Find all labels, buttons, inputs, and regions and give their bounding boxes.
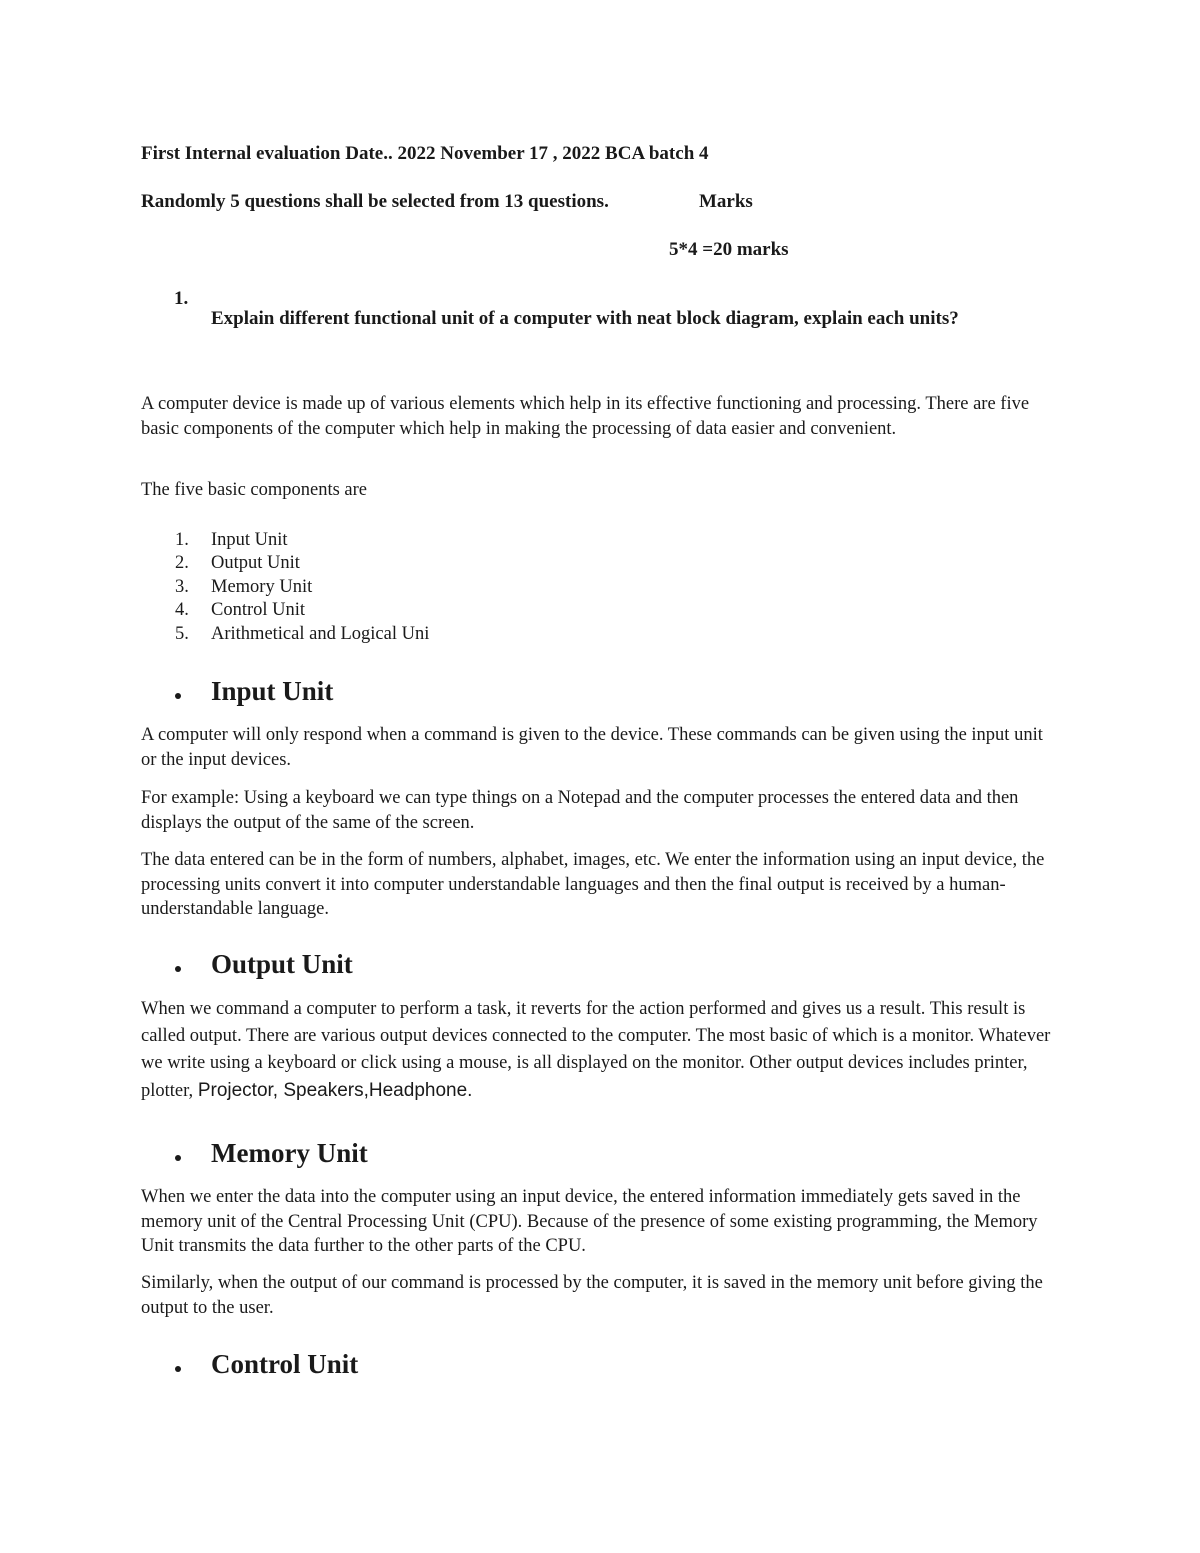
memory-paragraph-2: Similarly, when the output of our command is processed by the computer, it is saved in the memory unit before giving the output to the user. (141, 1273, 1043, 1318)
question-text: Explain different functional unit of a computer with neat block diagram, explain each units? (211, 308, 959, 329)
bullet-icon (175, 1155, 181, 1161)
input-paragraph-3: The data entered can be in the form of numbers, alphabet, images, etc. We enter the information using an input device, the processing units convert it into computer understandable languages and then the final output is received by a human-understandable language. (141, 850, 1045, 919)
list-item: Control Unit (211, 600, 306, 620)
output-devices-tail: Projector, Speakers,Headphone. (197, 1080, 473, 1101)
memory-paragraph-1: When we enter the data into the computer using an input device, the entered information immediately gets saved in the memory unit of the Central Processing Unit (CPU). Because of the presence of some existing programming, the Memory Unit transmits the data further to the other parts of the CPU. (141, 1187, 1038, 1256)
list-item-number: 2. (175, 553, 189, 573)
exam-title-line: First Internal evaluation Date.. 2022 November 17 , 2022 BCA batch 4 (141, 143, 709, 164)
list-item: Memory Unit (211, 577, 313, 597)
output-paragraph-text: When we command a computer to perform a task, it reverts for the action performed and gives us a result. This result is called output. There are various output devices connected to the computer. The most basic of which is a monitor. Whatever we write using a keyboard or click using a mouse, is all displayed on the monitor. Other output devices includes printer, plotter, (141, 999, 1051, 1101)
list-item-number: 4. (175, 600, 189, 620)
bullet-icon (175, 693, 181, 699)
list-item: Arithmetical and Logical Uni (211, 624, 430, 644)
input-paragraph-2: For example: Using a keyboard we can type things on a Notepad and the computer processes the entered data and then displays the output of the same of the screen. (141, 788, 1019, 833)
bullet-icon (175, 1366, 181, 1372)
list-item-number: 1. (175, 530, 189, 550)
list-item: Output Unit (211, 553, 300, 573)
question-number: 1. (174, 288, 189, 309)
input-paragraph-1: A computer will only respond when a command is given to the device. These commands can be given using the input unit or the input devices. (141, 725, 1043, 770)
marks-label: Marks (699, 191, 753, 212)
heading-control-unit: Control Unit (211, 1349, 359, 1379)
selection-instruction: Randomly 5 questions shall be selected from 13 questions. (141, 191, 609, 212)
list-item: Input Unit (211, 530, 288, 550)
marks-formula: 5*4 =20 marks (669, 239, 789, 260)
intro-paragraph: A computer device is made up of various elements which help in its effective functioning and processing. There are five basic components of the computer which help in making the processing of data easier and convenient. (141, 394, 1030, 439)
components-intro: The five basic components are (141, 480, 368, 500)
heading-output-unit: Output Unit (211, 949, 353, 979)
bullet-icon (175, 966, 181, 972)
list-item-number: 5. (175, 624, 189, 644)
output-paragraph-1 (141, 996, 1061, 1105)
list-item-number: 3. (175, 577, 189, 597)
heading-memory-unit: Memory Unit (211, 1138, 368, 1168)
heading-input-unit: Input Unit (211, 676, 334, 706)
